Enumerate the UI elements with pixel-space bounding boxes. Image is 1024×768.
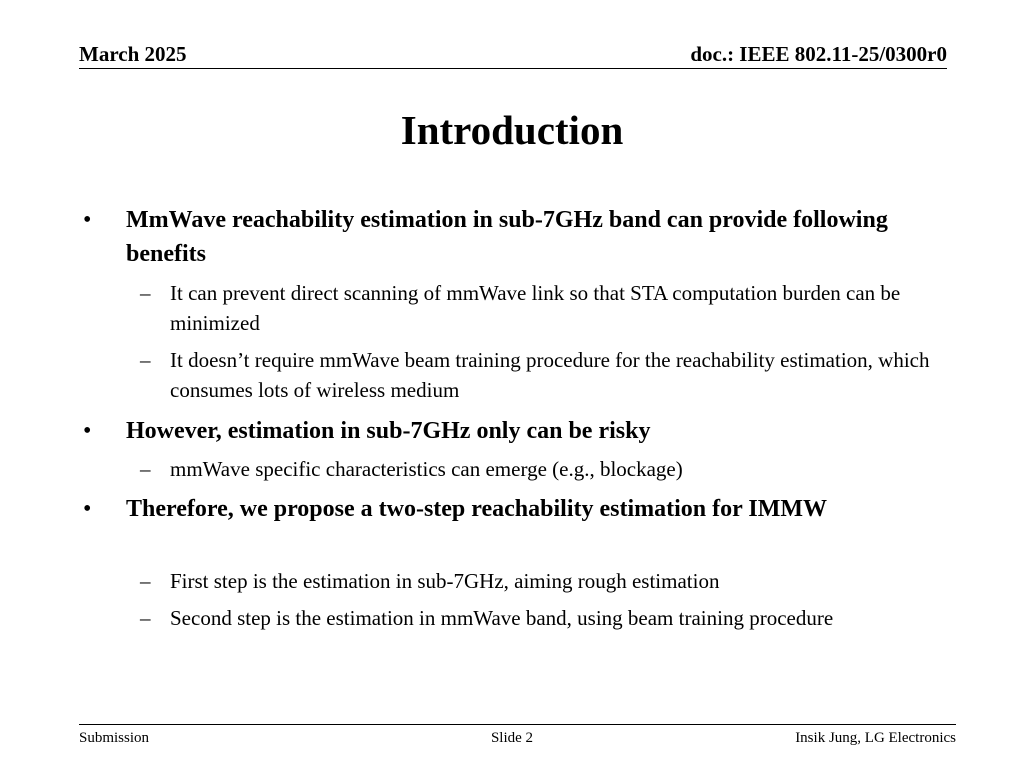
bullet-text: However, estimation in sub-7GHz only can be risky [126, 418, 651, 444]
sub-bullet-text: It can prevent direct scanning of mmWave link so that STA computation burden can be minimized [170, 281, 901, 335]
sub-bullet-marker: – [140, 281, 151, 305]
header-date: March 2025 [79, 42, 187, 66]
sub-bullet-marker: – [140, 348, 151, 372]
header-doc-id: doc.: IEEE 802.11-25/0300r0 [690, 42, 947, 66]
bullet-marker: • [83, 496, 92, 522]
sub-bullet-text: Second step is the estimation in mmWave band, using beam training procedure [170, 606, 834, 630]
sub-bullet-marker: – [140, 569, 151, 593]
footer-slide-number: Slide 2 [490, 730, 534, 746]
sub-bullet-text: It doesn’t require mmWave beam training procedure for the reachability estimation, which consumes lots of wireless medium [170, 348, 930, 402]
bullet-text: MmWave reachability estimation in sub-7GHz band can provide following benefits [126, 207, 888, 267]
sub-bullet-text: First step is the estimation in sub-7GHz, aiming rough estimation [170, 569, 720, 593]
sub-bullet-marker: – [140, 606, 151, 630]
footer-author: Insik Jung, LG Electronics [795, 730, 956, 746]
bullet-marker: • [83, 418, 92, 444]
sub-bullet-marker: – [140, 457, 151, 481]
footer-divider [79, 724, 956, 725]
bullet-marker: • [83, 207, 92, 233]
sub-bullet-text: mmWave specific characteristics can emerge (e.g., blockage) [170, 457, 683, 481]
footer-submission: Submission [79, 730, 150, 746]
slide-title: Introduction [400, 107, 624, 153]
bullet-text: Therefore, we propose a two-step reachability estimation for IMMW [126, 496, 828, 522]
